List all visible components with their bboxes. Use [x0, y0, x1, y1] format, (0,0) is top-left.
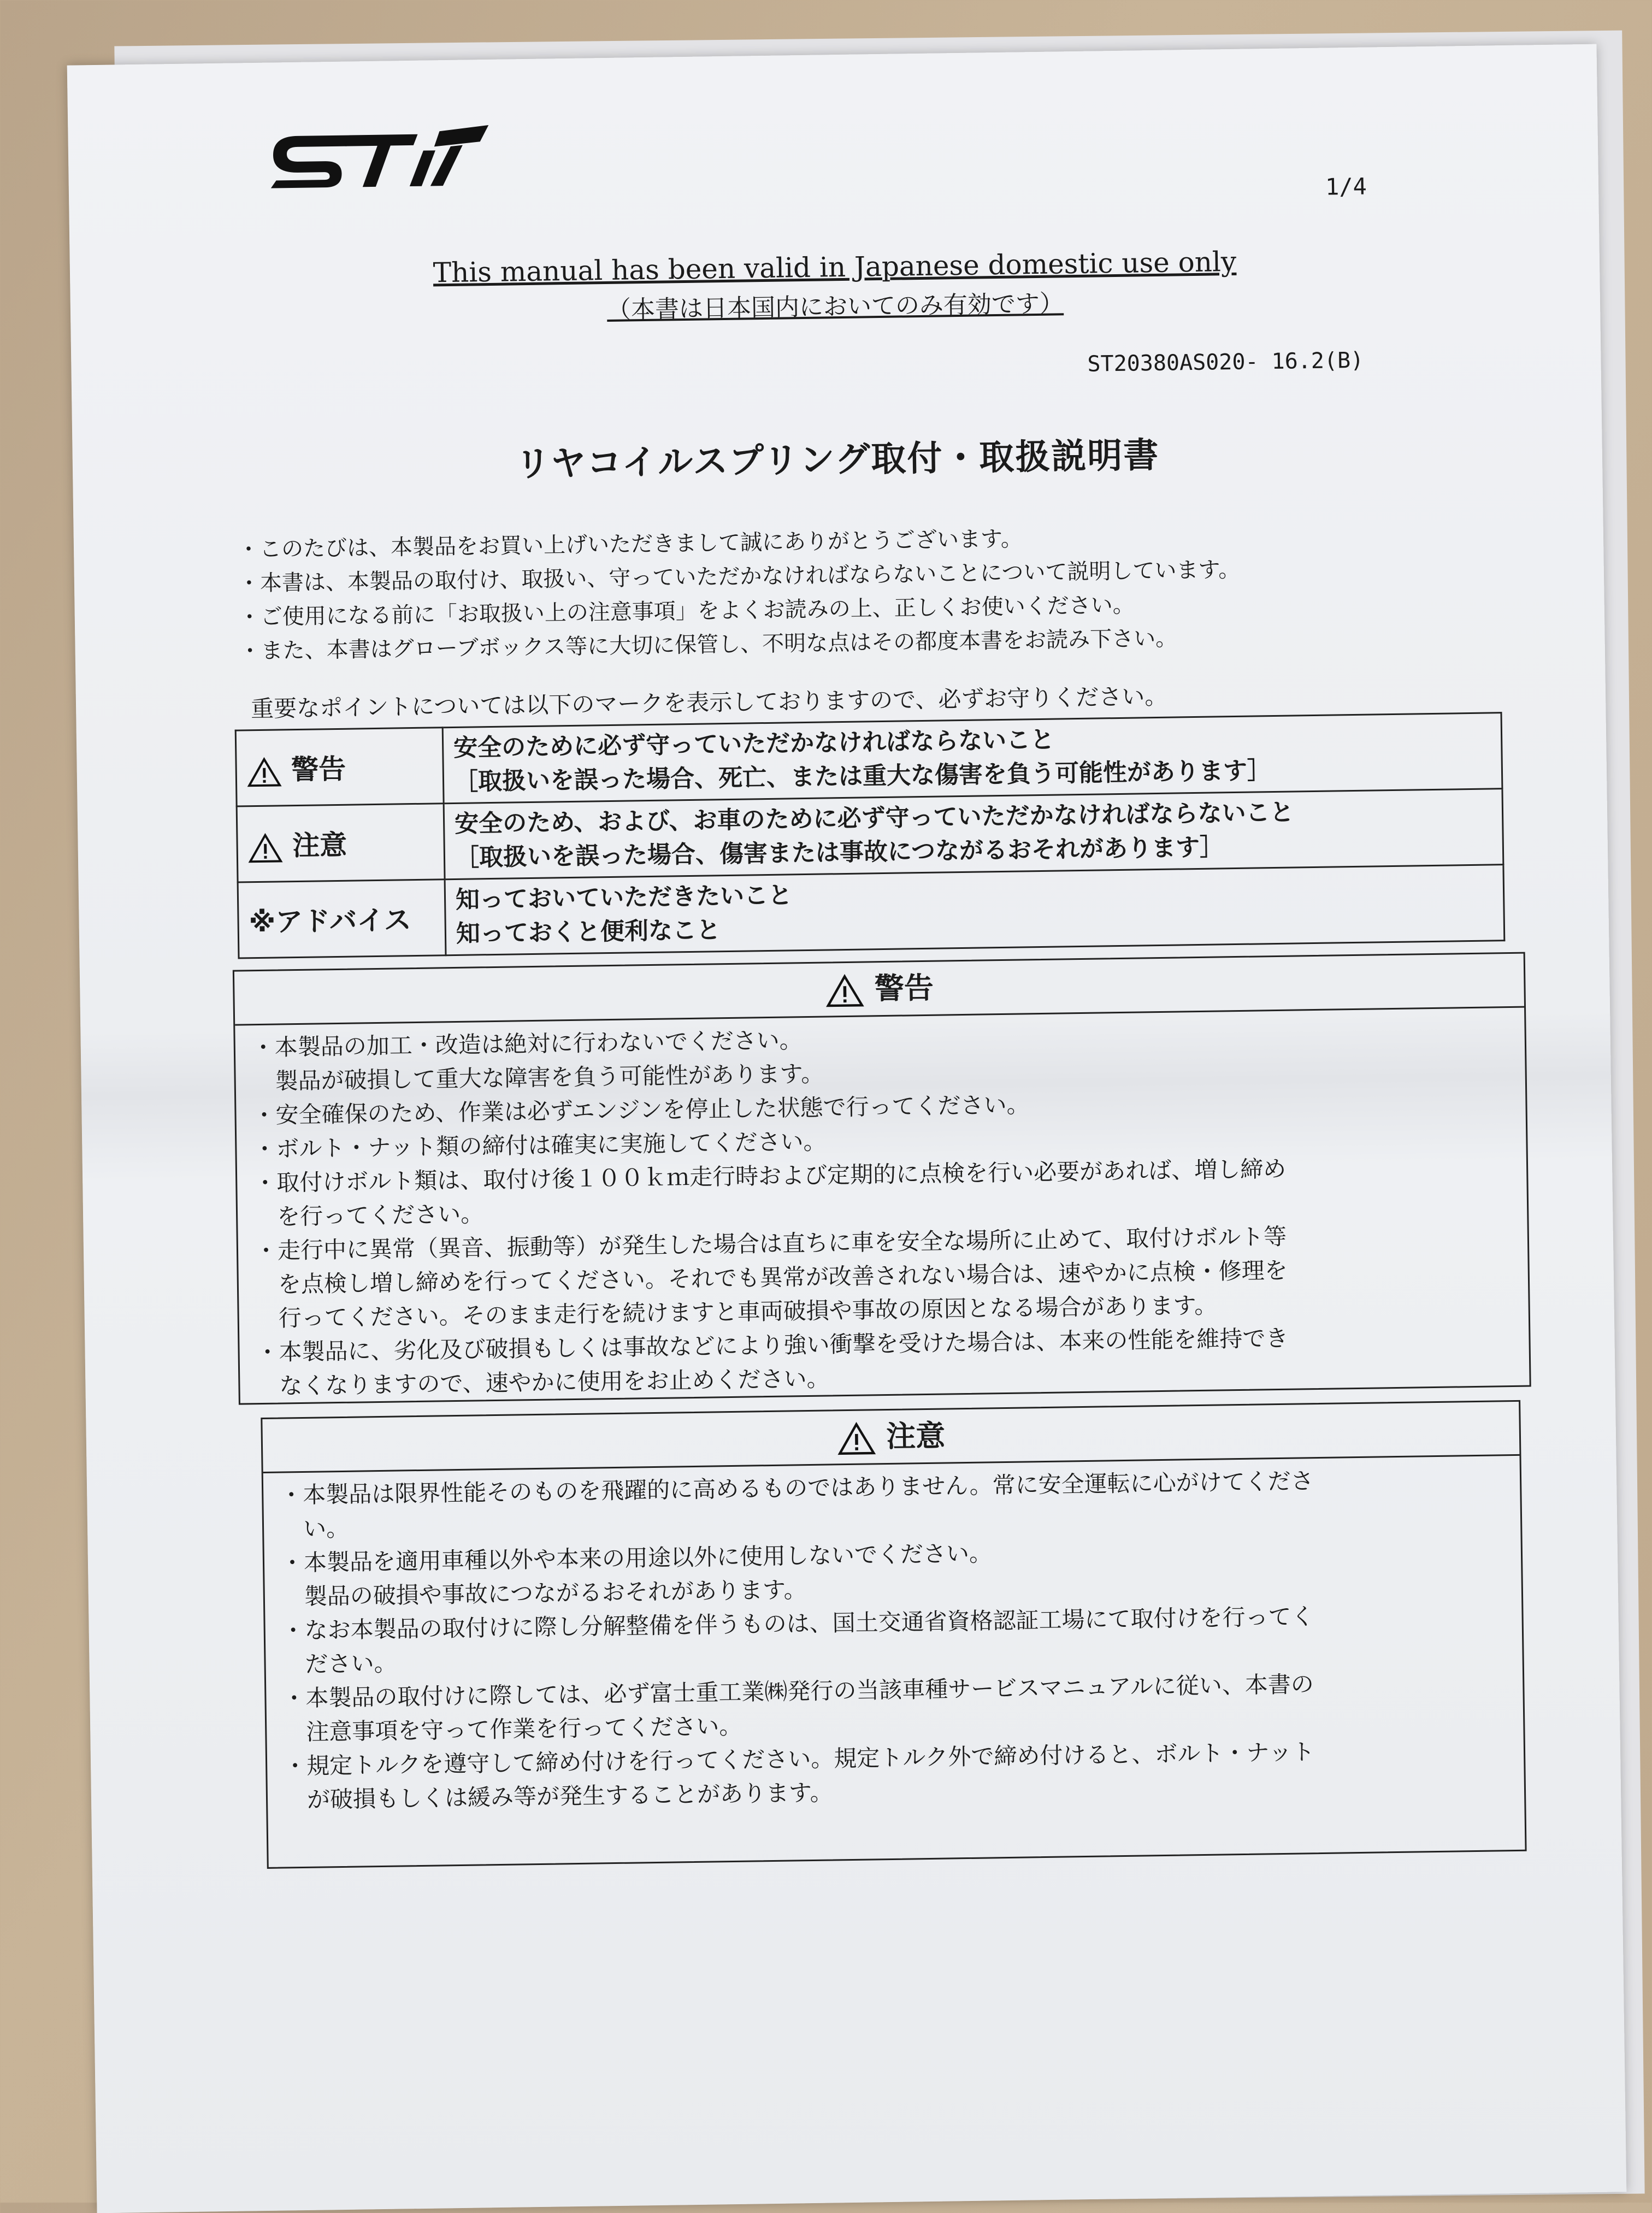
- warning-line: ・安全確保のため、作業は必ずエンジンを停止した状態で行ってください。: [252, 1091, 1030, 1129]
- sti-logo: [259, 120, 506, 210]
- warning-line: ・本製品に、劣化及び破損もしくは事故などにより強い衝撃を受けた場合は、本来の性能を維持でき: [256, 1324, 1289, 1366]
- intro-line: ・ご使用になる前に「お取扱い上の注意事項」をよくお読みの上、正しくお使いください。: [238, 592, 1135, 630]
- mark-label: 注意: [292, 829, 347, 862]
- mark-label: 警告: [291, 753, 346, 786]
- warning-box-body: [235, 1008, 1530, 1409]
- page-number: 1/4: [1325, 173, 1367, 200]
- warning-line: ・取付けボルト類は、取付け後１００ｋｍ走行時および定期的に点検を行い必要があれば、増し締め: [253, 1155, 1287, 1197]
- warning-line: 行ってください。そのまま走行を続けますと車両破損や事故の原因となる場合があります。: [255, 1291, 1218, 1332]
- warning-line: なくなりますので、速やかに使用をお止めください。: [256, 1365, 830, 1400]
- mark-description-line: ［取扱いを誤った場合、傷害または事故につながるおそれがあります］: [455, 833, 1224, 872]
- marks-legend-table: [235, 712, 1506, 959]
- caution-line: ・本製品の取付けに際しては、必ず富士重工業㈱発行の当該車種サービスマニュアルに従い、本書の: [282, 1671, 1314, 1712]
- warning-line: を行ってください。: [253, 1200, 484, 1231]
- warning-line: ・ボルト・ナット類の締付は確実に実施してください。: [253, 1128, 827, 1163]
- caution-line: ・本製品は限界性能そのものを飛躍的に高めるものではありません。常に安全運転に心がけてくださ: [279, 1467, 1314, 1509]
- warning-triangle-icon: [246, 757, 282, 788]
- mark-description: [444, 789, 1503, 880]
- warning-line: ・本製品の加工・改造は絶対に行わないでください。: [251, 1026, 803, 1061]
- caution-line: 注意事項を守って作業を行ってください。: [282, 1712, 742, 1746]
- validity-notice-jp: （本書は日本国内においてのみ有効です）: [606, 290, 1064, 324]
- mark-label-cell: [235, 728, 444, 806]
- caution-box-body: [263, 1456, 1525, 1823]
- intro-line: ・このたびは、本製品をお買い上げいただきまして誠にありがとうございます。: [237, 526, 1023, 563]
- mark-label-cell: [238, 880, 446, 958]
- document-code: ST20380AS020- 16.2(B): [1087, 347, 1364, 377]
- caution-line: ・本製品を適用車種以外や本来の用途以外に使用しないでください。: [280, 1539, 993, 1577]
- marks-note: 重要なポイントについては以下のマークを表示しておりますので、必ずお守りください。: [250, 682, 1168, 723]
- caution-line: い。: [280, 1514, 350, 1543]
- mark-description-line: 安全のために必ず守っていただかなければならないこと: [453, 725, 1055, 762]
- warning-triangle-icon: [825, 974, 865, 1008]
- warning-line: 製品が破損して重大な障害を負う可能性があります。: [252, 1060, 824, 1095]
- intro-list: [238, 515, 1496, 668]
- mark-label: ※アドバイス: [249, 904, 412, 939]
- warning-line: ・走行中に異常（異音、振動等）が発生した場合は直ちに車を安全な場所に止めて、取付けボルト等: [254, 1223, 1287, 1265]
- caution-box: [261, 1400, 1526, 1869]
- document-title: リヤコイルスプリング取付・取扱説明書: [515, 435, 1160, 485]
- caution-line: ・規定トルクを遵守して締め付けを行ってください。規定トルク外で締め付けると、ボルト・ナット: [283, 1738, 1315, 1780]
- intro-line: ・また、本書はグローブボックス等に大切に保管し、不明な点はその都度本書をお読み下さい。: [239, 625, 1178, 664]
- mark-description-line: ［取扱いを誤った場合、死亡、または重大な傷害を負う可能性があります］: [453, 757, 1272, 796]
- validity-notice-en: This manual has been valid in Japanese domestic use only: [433, 245, 1237, 289]
- warning-line: を点検し増し締めを行ってください。それでも異常が改善されない場合は、速やかに点検・修理を: [255, 1256, 1288, 1299]
- caution-line: ・なお本製品の取付けに際し分解整備を伴うものは、国土交通省資格認証工場にて取付けを行ってく: [281, 1603, 1314, 1644]
- mark-description-line: 知っておいていただきたいこと: [455, 881, 793, 914]
- warning-triangle-icon: [836, 1422, 876, 1456]
- caution-line: ださい。: [282, 1649, 397, 1678]
- caution-line: 製品の破損や事故につながるおそれがあります。: [281, 1576, 807, 1610]
- mark-label-cell: [237, 804, 445, 882]
- caution-line: が破損もしくは緩み等が発生することがあります。: [284, 1779, 833, 1814]
- manual-page: [67, 44, 1627, 2213]
- mark-description-line: 安全のため、および、お車のために必ず守っていただかなければならないこと: [454, 798, 1294, 838]
- warning-box-title: 警告: [874, 970, 934, 1006]
- mark-description-line: 知っておくと便利なこと: [456, 916, 721, 948]
- warning-triangle-icon: [247, 833, 283, 864]
- mark-description: [442, 713, 1502, 804]
- warning-box: [233, 952, 1531, 1405]
- mark-description: [445, 865, 1504, 955]
- caution-box-title: 注意: [886, 1418, 946, 1454]
- intro-line: ・本書は、本製品の取付け、取扱い、守っていただかなければならないことについて説明しています。: [238, 557, 1241, 597]
